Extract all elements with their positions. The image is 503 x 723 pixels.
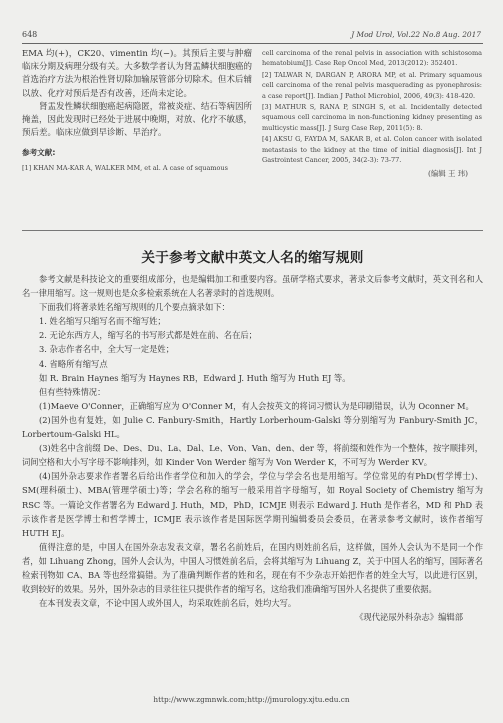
editor-credit: (编辑 王 玮) — [427, 169, 468, 179]
reference-item: [2] TALWAR N, DARGAN P, ARORA MP, et al. Primary squamous cell carcinoma of the renal pelvis masquerading as pyonephrosis: a case report[J]. Indian J Pathol Microbiol, 2006, 49(3): 418-420. — [262, 70, 482, 100]
notice-paragraph: 但有些特殊情况： — [39, 386, 106, 397]
editorial-signature: 《现代泌尿外科杂志》编辑部 — [355, 612, 463, 623]
header-rule — [22, 43, 483, 44]
rule-item: 1. 姓名缩写只缩写名而不缩写姓； — [39, 316, 166, 327]
notice-title: 关于参考文献中英文人名的缩写规则 — [141, 250, 364, 266]
special-case: (3)姓名中含前缀 De、Des、Du、La、Dal、Le、Von、Van、den、der 等，将前缀和姓作为一个整体，按字顺排列，词间空格和大小写字母不影响排列，如 Kinder Von Werder 缩写为 Von Werder K，不可写为 Werder KV。 — [22, 443, 483, 468]
reference-item: [1] KHAN MA-KAR A, WALKER MM, et al. A case of squamous — [22, 164, 228, 173]
notice-paragraph: 参考文献是科技论文的重要组成部分，也是编辑加工和重要内容。虽研学格式要求，著录文后参考文献时，英文刊名和人名一律用缩写。这一规则也是众多检索系统在人名著录时的首选规则。 — [22, 274, 483, 299]
special-case: (4)国外杂志要求作者署名后给出作者学位和加入的学会，学位与学会名也是用缩写。学位常见的有PhD(哲学博士)、SM(理科硕士)、MBA(管理学硕士)等；学会名称的缩写一般采用首字母缩写，如 Royal Society of Chemistry 缩写为 RSC 等。一篇论文作者署名为 Edward J. Huth，MD，PhD，ICMJE 则表示 Edward J. Huth 是作者名，MD 和 PhD 表示该作者是医学博士和哲学博士，ICMJE 表示该作者是国际医学期刊编辑委员会委员，在著录参考文献时，该作者缩写 HUTH EJ。 — [22, 471, 483, 538]
running-header-journal: J Mod Urol, Vol.22 No.8 Aug. 2017 — [351, 30, 481, 39]
left-column — [22, 48, 252, 174]
reference-item: [4] AKSU G, FAYDA M, SAKAR B, et al. Colon cancer with isolated metastasis to the kidney at the time of initial diagnosis[J]. Int J Gastrointest Cancer, 2005, 34(2-3): 73-77. — [262, 135, 482, 165]
section-divider — [22, 230, 483, 231]
rule-item: 3. 杂志作者名中，全大写一定是姓； — [39, 344, 175, 355]
footer-urls: http://www.zgmnwk.com;http://jmurology.xjtu.edu.cn — [153, 695, 350, 704]
notice-paragraph: 下面我们将著录姓名缩写规则的几个要点摘录如下： — [39, 302, 230, 313]
special-case: (1)Maeve O'Conner，正确缩写应为 O'Conner M，有人会按英文的将词习惯认为是印刷错误，认为 Oconner M。 — [39, 400, 474, 411]
reference-item: cell carcinoma of the renal pelvis in association with schistosoma hematobium[J]. Case Rep Oncol Med, 2013(2012): 352401. — [262, 49, 482, 68]
notice-paragraph: 在本刊发表文章，不论中国人或外国人，均采取姓前名后，姓均大写。 — [39, 598, 297, 609]
notice-paragraph: 如 R. Brain Haynes 缩写为 Haynes RB，Edward J. Huth 缩写为 Huth EJ 等。 — [39, 372, 351, 383]
right-column — [262, 48, 482, 179]
article-paragraph: EMA 均(+)，CK20、vimentin 均(−)。其预后主要与肿瘤临床分期及病理分级有关。大多数学者认为肾盂鳞状细胞癌的首选治疗方法为根治性肾切除加输尿管部分切除术。但术后辅以放、化疗对预后是否有改善，还尚未定论。 — [22, 49, 252, 99]
special-case: (2)国外也有复姓，如 Julie C. Fanbury-Smith，Hartly Lorberhoum-Galski 等分别缩写为 Fanbury-Smith JC，Lorbertoum-Galski HL。 — [22, 414, 483, 440]
references-heading: 参考文献: — [22, 148, 56, 158]
page-number: 648 — [22, 30, 38, 39]
notice-body — [22, 272, 483, 624]
rule-item: 4. 省略所有缩写点 — [39, 358, 108, 369]
rule-item: 2. 无论东西方人，缩写名的书写形式都是姓在前、名在后； — [39, 330, 257, 341]
article-paragraph: 肾盂发性鳞状细胞癌起病隐匿，常被炎症、结石等病因所掩盖，因此发现时已经处于进展中晚期，对放、化疗不敏感，预后差。临床应做到早诊断、早治疗。 — [22, 101, 252, 139]
reference-item: [3] MATHUR S, RANA P, SINGH S, et al. Incidentally detected squamous cell carcinoma in non-functioning kidney presenting as multicystic mass[J]. J Surg Case Rep, 2011(5): 8. — [262, 103, 482, 132]
notice-paragraph: 值得注意的是，中国人在国外杂志发表文章，署名名前姓后，在国内则姓前名后，这样做，国外人会认为不是同一个作者，如 Lihuang Zhong，国外人会认为，中国人习惯姓前名后，会将其缩写为 Lihuang Z，关于中国人名的缩写，国际著名检索刊物如 CA、BA 等也经常搞错。为了准确判断作者的姓和名，现在有不少杂志开始把作者的姓全大写，以此进行区别，收到较好的效果。另外，国外杂志的目录往往只提供作者的缩写名，这给我们准确缩写国外人名提供了重要依据。 — [22, 541, 483, 595]
